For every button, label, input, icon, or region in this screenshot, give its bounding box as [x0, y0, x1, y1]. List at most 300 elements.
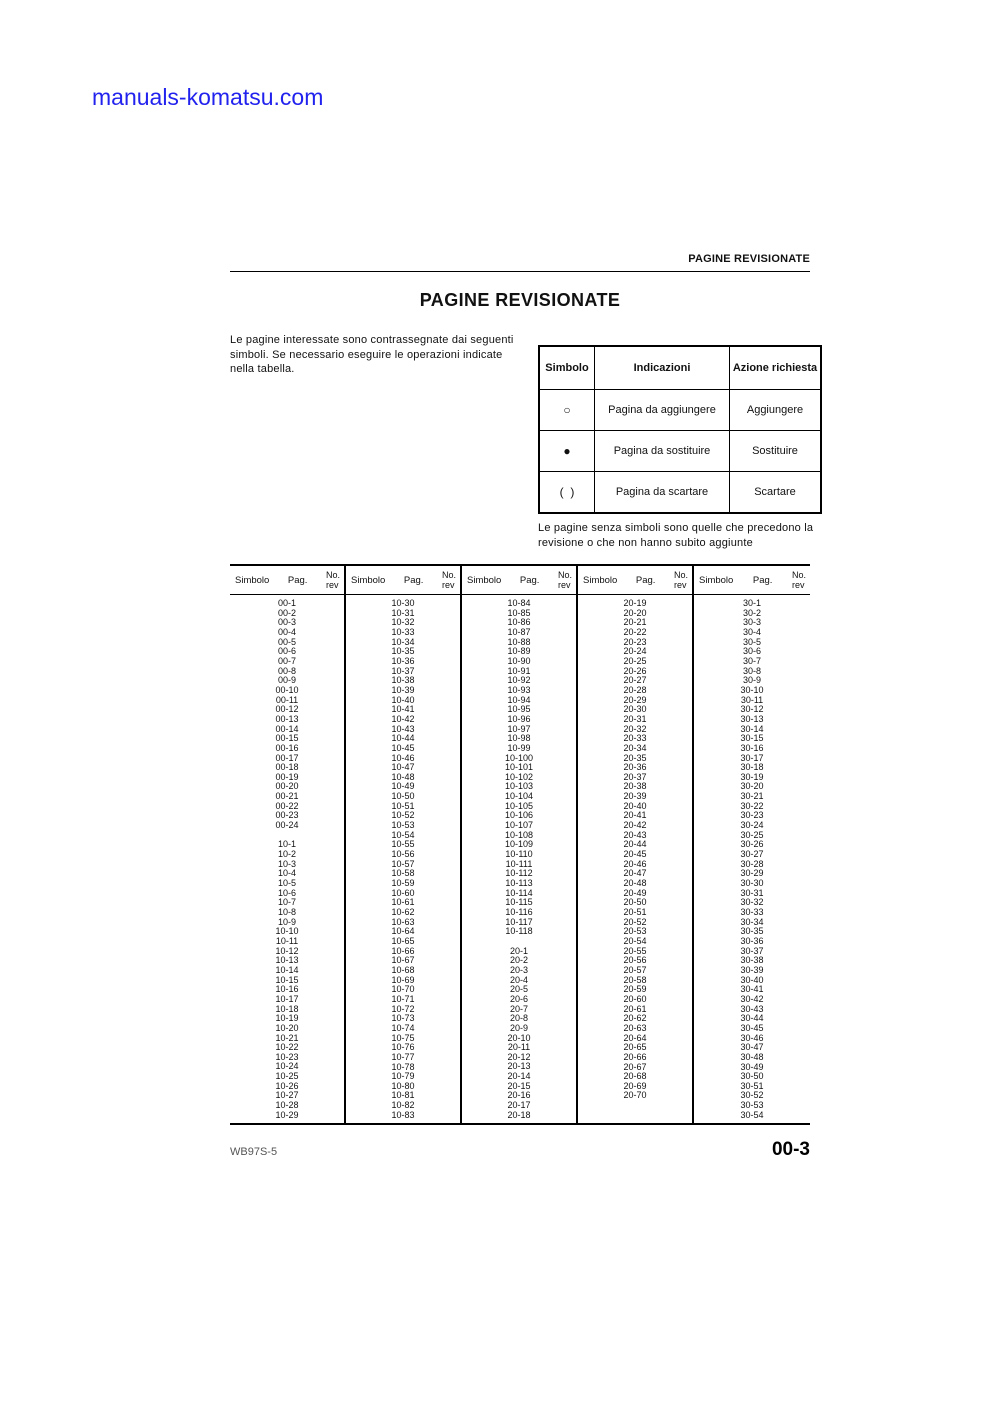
page-entry: 20-32	[623, 723, 647, 734]
page-entry: 10-108	[504, 829, 534, 840]
filled-circle-icon: ●	[539, 431, 595, 472]
revised-pages-table	[230, 564, 810, 1125]
page-entry: 30-5	[742, 636, 761, 647]
page-entry: 10-102	[504, 771, 534, 782]
page-entry: 20-68	[623, 1071, 647, 1082]
page-entry: 20-23	[623, 636, 647, 647]
page-entry: 30-33	[740, 907, 764, 917]
page-entry: 30-47	[740, 1042, 764, 1053]
pages-column-body-2	[346, 595, 460, 1123]
page-entry: 10-33	[391, 626, 415, 637]
page-entry: 10-53	[391, 820, 415, 831]
page-entry: 20-33	[623, 733, 647, 744]
page-entry: 10-85	[507, 607, 531, 618]
page-entry: 30-40	[740, 974, 764, 985]
page-entry: 10-82	[391, 1100, 415, 1111]
page-entry: 10-64	[391, 926, 415, 937]
page-entry: 20-70	[623, 1090, 647, 1101]
page-entry: 20-30	[623, 704, 647, 715]
page-entry: 30-43	[740, 1003, 764, 1014]
page-entry: 20-12	[507, 1051, 531, 1062]
page-entry: 00-18	[275, 762, 299, 773]
page-entry: 10-84	[507, 598, 531, 608]
page-entry: 30-28	[740, 858, 764, 869]
page-entry: 30-52	[740, 1090, 764, 1101]
page-entry: 20-42	[623, 820, 647, 831]
pages-column-group-3	[462, 566, 578, 1123]
page-title: PAGINE REVISIONATE	[419, 290, 621, 310]
page-entry: 10-97	[507, 723, 531, 734]
page-entry: 10-109	[504, 839, 534, 850]
hollow-circle-icon: ○	[539, 390, 595, 431]
page-entry: 20-8	[509, 1013, 528, 1024]
page-entry: 20-3	[509, 964, 528, 975]
page-entry: 10-107	[504, 820, 534, 831]
page-entry: 20-55	[623, 945, 647, 956]
page-entry: 00-14	[275, 723, 299, 734]
pages-column-body-4	[578, 595, 692, 1123]
page-entry: 20-67	[623, 1061, 647, 1072]
page-entry: 10-49	[391, 781, 415, 792]
page-entry: 00-15	[275, 733, 299, 744]
page-entry: 00-11	[275, 694, 299, 705]
page-entry: 20-64	[623, 1032, 647, 1043]
page-entry: 30-12	[740, 704, 764, 715]
page-entry: 10-12	[275, 945, 299, 956]
page-entry: 10-14	[275, 964, 299, 975]
pages-column-body-1	[230, 595, 344, 1123]
page-entry: 30-50	[740, 1071, 764, 1082]
page-entry: 10-44	[391, 733, 415, 744]
page-entry: 20-61	[623, 1003, 647, 1014]
page-entry: 20-43	[623, 829, 647, 840]
page-entry: 10-32	[391, 617, 415, 628]
page-entry: 10-60	[391, 887, 415, 898]
page-entry: 30-19	[740, 771, 764, 782]
page-entry: 10-8	[277, 906, 296, 917]
page-entry: 30-53	[740, 1100, 764, 1111]
page-entry: 10-89	[507, 646, 531, 657]
page-entry: 20-50	[623, 897, 647, 908]
page-entry: 30-24	[740, 820, 764, 831]
symbol-row-discard	[539, 472, 821, 514]
page-entry: 30-4	[742, 626, 761, 637]
page-entry: 10-68	[391, 964, 415, 975]
page-entry: 00-17	[275, 752, 299, 763]
page-entry: 20-17	[507, 1100, 531, 1111]
action-text: Scartare	[730, 472, 822, 514]
page-entry: 20-6	[509, 993, 528, 1004]
page-entry: 10-28	[275, 1100, 299, 1111]
page-entry: 10-25	[275, 1071, 299, 1082]
page-entry: 10-56	[391, 849, 415, 860]
no-label: No.	[557, 570, 572, 580]
page-entry: 00-8	[277, 665, 296, 676]
page-entry: 10-117	[505, 916, 533, 927]
page-entry: 00-10	[275, 684, 299, 695]
pages-column-header	[346, 566, 460, 595]
page-entry: 10-88	[507, 636, 531, 647]
no-label: No.	[791, 570, 806, 580]
page-entry: 30-49	[740, 1061, 764, 1072]
page-entry: 10-80	[391, 1080, 415, 1091]
page-entry: 10-6	[277, 887, 296, 898]
no-rev-label	[674, 570, 688, 590]
simbolo-label: Simbolo	[235, 574, 270, 586]
page-entry: 20-21	[623, 617, 647, 628]
rev-label: rev	[441, 580, 455, 590]
page-entry: 10-112	[505, 868, 533, 879]
page-entry: 30-1	[742, 598, 761, 608]
page-entry: 20-39	[623, 791, 647, 802]
page-entry: 20-19	[623, 598, 647, 608]
note-paragraph: Le pagine senza simboli sono quelle che precedono la revisione o che non hanno subito aggiunte	[538, 522, 814, 549]
page-entry: 10-63	[391, 916, 415, 927]
page-entry: 20-2	[509, 955, 528, 966]
page-entry: 20-9	[509, 1022, 528, 1033]
page-entry: 30-31	[740, 887, 764, 898]
page-entry: 10-74	[391, 1022, 415, 1033]
page-entry: 10-9	[277, 916, 296, 927]
simbolo-label: Simbolo	[699, 574, 734, 586]
page-entry: 10-41	[391, 704, 415, 715]
page-entry: 30-7	[742, 655, 761, 666]
page-entry: 20-46	[623, 858, 647, 869]
page-entry: 10-30	[391, 598, 415, 608]
page-entry: 20-37	[623, 771, 647, 782]
pag-label: Pag.	[635, 574, 656, 586]
page-entry: 10-22	[275, 1042, 299, 1053]
page-entry: 10-93	[507, 684, 531, 695]
page-entry: 30-51	[740, 1080, 764, 1091]
page-entry: 30-13	[740, 713, 764, 724]
page-entry: 10-19	[275, 1013, 299, 1024]
parentheses-icon: ( )	[539, 472, 595, 514]
pages-column-header	[694, 566, 810, 595]
page-entry: 10-79	[391, 1071, 415, 1082]
pages-column-group-4	[578, 566, 694, 1123]
page-entry: 20-56	[623, 955, 647, 966]
page-entry: 20-11	[507, 1042, 531, 1053]
page-entry: 00-4	[277, 626, 296, 637]
page-entry: 20-20	[623, 607, 647, 618]
indication-column-header: Indicazioni	[595, 346, 730, 390]
rev-label: rev	[791, 580, 805, 590]
symbol-legend-block	[538, 345, 818, 550]
page-entry: 30-25	[740, 829, 764, 840]
page-entry: 10-51	[391, 800, 415, 811]
page-entry: 30-27	[740, 849, 764, 860]
symbol-column-header: Simbolo	[539, 346, 595, 390]
page-entry: 20-29	[623, 694, 647, 705]
page-entry: 10-83	[391, 1109, 415, 1120]
page-entry: 10-72	[391, 1003, 415, 1014]
page-entry: 30-35	[740, 926, 764, 937]
page-entry: 10-46	[391, 752, 415, 763]
page-entry: 20-5	[509, 984, 528, 995]
action-text: Aggiungere	[730, 390, 822, 431]
page-entry: 10-4	[277, 868, 296, 879]
page-entry: 20-13	[507, 1061, 531, 1072]
page-content	[230, 253, 818, 1161]
page-entry: 10-52	[391, 810, 415, 821]
page-entry: 30-39	[740, 964, 764, 975]
page-entry: 20-26	[623, 665, 647, 676]
page-entry: 10-118	[505, 926, 533, 937]
page-entry: 30-36	[740, 935, 764, 946]
model-code: WB97S-5	[230, 1146, 278, 1158]
page-entry: 10-55	[391, 839, 415, 850]
page-number: 00-3	[771, 1139, 810, 1160]
page-entry: 10-113	[505, 878, 533, 889]
page-entry: 10-5	[277, 878, 296, 889]
symbol-row-replace	[539, 431, 821, 472]
rev-label: rev	[325, 580, 339, 590]
page-entry: 30-44	[740, 1013, 764, 1024]
intro-paragraph: Le pagine interessate sono contrassegnate dai seguenti simboli. Se necessario eseguire le operazioni indicate nella tabella.	[230, 334, 514, 375]
page-entry: 20-40	[623, 800, 647, 811]
page-entry: 10-39	[391, 684, 415, 695]
no-rev-label	[442, 570, 456, 590]
page-entry: 10-31	[391, 607, 415, 618]
page-entry: 00-23	[275, 810, 299, 821]
page-entry: 10-114	[505, 887, 533, 898]
page-entry: 10-77	[391, 1051, 415, 1062]
page-entry: 30-11	[740, 694, 764, 705]
page-entry: 10-48	[391, 771, 415, 782]
page-entry: 20-65	[623, 1042, 647, 1053]
page-entry: 10-92	[507, 675, 531, 686]
page-entry: 10-2	[277, 849, 296, 860]
pages-column-header	[578, 566, 692, 595]
page-entry: 30-17	[740, 752, 764, 763]
simbolo-label: Simbolo	[583, 574, 618, 586]
page-entry: 00-1	[277, 598, 296, 608]
action-text: Sostituire	[730, 431, 822, 472]
page-entry: 10-59	[391, 878, 415, 889]
no-label: No.	[673, 570, 688, 580]
page-entry: 00-22	[275, 800, 299, 811]
page-entry: 10-86	[507, 617, 531, 628]
page-entry: 30-38	[740, 955, 764, 966]
page-entry: 20-60	[623, 993, 647, 1004]
page-entry: 20-66	[623, 1051, 647, 1062]
page-entry: 10-37	[391, 665, 415, 676]
page-entry: 30-14	[740, 723, 764, 734]
page-entry: 30-21	[740, 791, 764, 802]
page-entry: 10-10	[275, 926, 299, 937]
symbol-row-add	[539, 390, 821, 431]
page-entry: 20-15	[507, 1080, 531, 1091]
page-entry: 30-29	[740, 868, 764, 879]
page-entry: 10-94	[507, 694, 531, 705]
page-entry: 00-16	[275, 742, 299, 753]
site-link[interactable]: manuals-komatsu.com	[92, 84, 324, 110]
page-entry: 20-52	[623, 916, 647, 927]
page-entry: 10-47	[391, 762, 415, 773]
page-entry: 10-66	[391, 945, 415, 956]
page-entry: 10-11	[275, 935, 299, 946]
page-entry: 10-1	[277, 839, 296, 850]
page-entry: 10-87	[507, 626, 531, 637]
page-entry: 30-20	[740, 781, 764, 792]
pages-column-header	[230, 566, 344, 595]
page-entry: 20-41	[623, 810, 647, 821]
pag-label: Pag.	[519, 574, 540, 586]
page-entry: 00-13	[275, 713, 299, 724]
page-entry: 30-15	[740, 733, 764, 744]
page-entry: 10-100	[504, 752, 534, 763]
page-entry: 10-7	[277, 897, 296, 908]
page-entry: 20-14	[507, 1071, 531, 1082]
page-entry: 10-58	[391, 868, 415, 879]
page-entry: 10-29	[275, 1109, 299, 1120]
page-entry: 00-21	[275, 791, 299, 802]
symbol-legend-table	[538, 345, 822, 514]
page-entry: 20-62	[623, 1013, 647, 1024]
page-entry: 10-38	[391, 675, 415, 686]
page-entry: 00-7	[277, 655, 296, 666]
rev-label: rev	[673, 580, 687, 590]
simbolo-label: Simbolo	[351, 574, 386, 586]
no-rev-label	[326, 570, 340, 590]
page-entry: 00-20	[275, 781, 299, 792]
page-entry: 00-6	[277, 646, 296, 657]
pages-column-group-2	[346, 566, 462, 1123]
pag-label: Pag.	[287, 574, 308, 586]
pag-label: Pag.	[403, 574, 424, 586]
indication-text: Pagina da scartare	[595, 472, 730, 514]
page-entry: 10-104	[504, 791, 534, 802]
no-label: No.	[441, 570, 456, 580]
page-entry: 10-36	[391, 655, 415, 666]
page-entry: 00-12	[275, 704, 299, 715]
page-entry: 10-99	[507, 742, 531, 753]
pages-column-group-1	[230, 566, 346, 1123]
page-entry: 10-15	[275, 974, 299, 985]
pag-label: Pag.	[752, 574, 773, 586]
page-entry: 20-27	[623, 675, 647, 686]
pages-column-header	[462, 566, 576, 595]
page-entry: 10-40	[391, 694, 415, 705]
no-rev-label	[558, 570, 572, 590]
no-rev-label	[792, 570, 806, 590]
page-entry: 10-45	[391, 742, 415, 753]
page-entry: 10-43	[391, 723, 415, 734]
page-entry: 10-91	[507, 665, 531, 676]
page-entry: 20-16	[507, 1090, 531, 1101]
page-entry: 10-24	[275, 1061, 299, 1072]
page-entry: 30-41	[740, 984, 764, 995]
page-entry: 20-1	[509, 945, 528, 956]
page-entry: 10-78	[391, 1061, 415, 1072]
page-entry: 20-38	[623, 781, 647, 792]
page-entry: 10-103	[504, 781, 534, 792]
page-entry: 20-25	[623, 655, 647, 666]
page-entry: 30-22	[740, 800, 764, 811]
page-entry: 20-48	[623, 878, 647, 889]
page-entry: 00-19	[275, 771, 299, 782]
indication-text: Pagina da aggiungere	[595, 390, 730, 431]
page-entry: 10-13	[275, 955, 299, 966]
page-entry: 10-23	[275, 1051, 299, 1062]
top-section	[230, 333, 818, 550]
page-entry: 20-4	[509, 974, 528, 985]
pages-column-body-5	[694, 595, 810, 1123]
page-entry: 20-22	[623, 626, 647, 637]
page-entry: 10-110	[505, 849, 533, 860]
page-entry: 00-5	[277, 636, 296, 647]
page-entry: 10-105	[504, 800, 534, 811]
page-entry: 20-45	[623, 849, 647, 860]
page-entry: 30-30	[740, 878, 764, 889]
page-entry: 20-51	[623, 907, 647, 917]
page-entry: 30-10	[740, 684, 764, 695]
header-rule	[230, 271, 810, 272]
page-entry: 30-2	[742, 607, 761, 618]
page-entry: 00-2	[277, 607, 296, 618]
pages-column-group-5	[694, 566, 810, 1123]
page-entry: 30-26	[740, 839, 764, 850]
page-entry: 10-17	[275, 993, 299, 1004]
page-entry: 20-47	[623, 868, 647, 879]
page-entry: 10-57	[391, 858, 415, 869]
page-entry: 30-6	[742, 646, 761, 657]
page-entry: 10-106	[504, 810, 534, 821]
page-entry: 10-62	[391, 907, 415, 917]
page-entry: 20-53	[623, 926, 647, 937]
page-entry: 10-115	[505, 897, 533, 908]
page-entry: 10-20	[275, 1022, 299, 1033]
page-entry: 10-69	[391, 974, 415, 985]
page-entry: 10-95	[507, 704, 531, 715]
page-entry: 20-10	[507, 1032, 531, 1043]
page-entry: 10-27	[275, 1090, 299, 1101]
running-header: PAGINE REVISIONATE	[688, 253, 810, 265]
symbol-table-header-row	[539, 346, 821, 390]
page-entry: 20-63	[623, 1022, 647, 1033]
page-entry: 10-3	[277, 858, 296, 869]
page-entry: 20-69	[623, 1080, 647, 1091]
pages-columns	[230, 566, 810, 1123]
page-entry: 10-111	[505, 858, 533, 869]
page-entry: 20-24	[623, 646, 647, 657]
page-entry: 10-73	[391, 1013, 415, 1024]
page-entry: 20-36	[623, 762, 647, 773]
page-entry: 30-48	[740, 1051, 764, 1062]
rev-label: rev	[557, 580, 571, 590]
page-entry: 10-71	[391, 993, 415, 1004]
page-entry: 30-46	[740, 1032, 764, 1043]
indication-text: Pagina da sostituire	[595, 431, 730, 472]
page-entry: 30-42	[740, 993, 764, 1004]
page-entry: 20-34	[623, 742, 647, 753]
page-entry: 10-50	[391, 791, 415, 802]
page-entry: 30-18	[740, 762, 764, 773]
page-entry: 20-58	[623, 974, 647, 985]
page-entry: 20-57	[623, 964, 647, 975]
simbolo-label: Simbolo	[467, 574, 502, 586]
page-entry: 30-34	[740, 916, 764, 927]
page-entry: 10-116	[505, 907, 533, 917]
page-entry: 20-7	[509, 1003, 528, 1014]
page-entry: 10-98	[507, 733, 531, 744]
page-entry: 20-35	[623, 752, 647, 763]
page-entry: 10-101	[504, 762, 534, 773]
page-entry: 10-90	[507, 655, 531, 666]
page-entry: 20-59	[623, 984, 647, 995]
page-entry: 10-54	[391, 829, 415, 840]
